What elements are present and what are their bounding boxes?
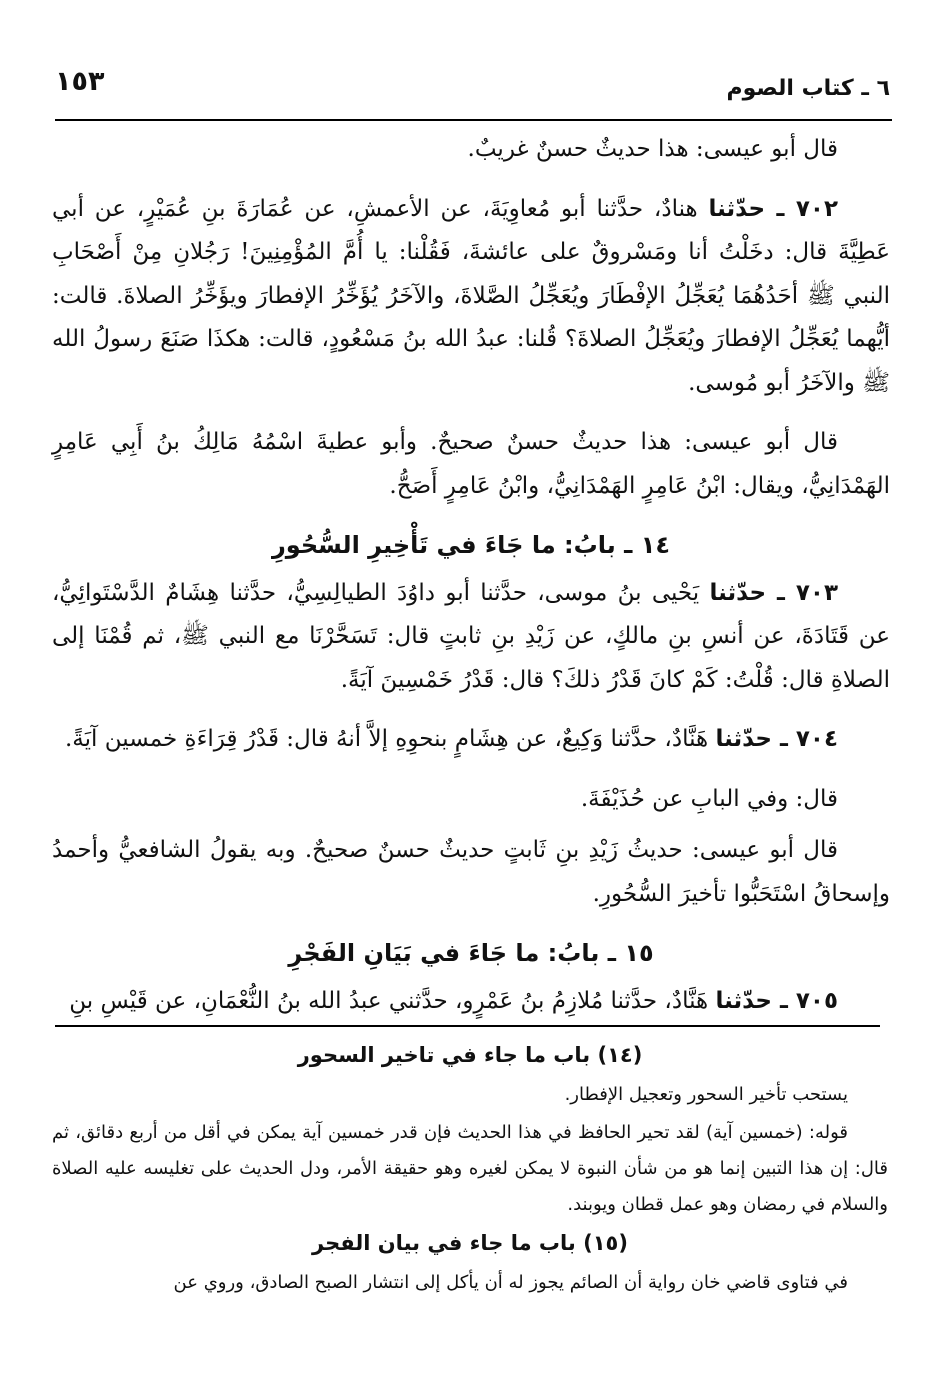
hadith-703-text: يَحْيى بنُ موسى، حدَّثنا أبو داوُدَ الطيالِسِيُّ، حدَّثنا هِشَامٌ الدَّسْتَوائِيُّ، عن قَتَادَةَ، عن أنسِ بنِ مالكٍ، عن زَيْدِ بنِ ثابتٍ قال: تَسَحَّرْنَا مع النبي ﷺ، ثم قُمْنَا إلى الصلاةِ قال: قُلْتُ: كَمْ كانَ قَدْرُ ذلكَ؟ قال: قَدْرُ خَمْسِينَ آيَةً. bbox=[52, 579, 890, 693]
paragraph-hudhayfa: قال: وفي البابِ عن حُذَيْفَةَ. bbox=[580, 785, 838, 812]
paragraph-abu-isa-701: قال أبو عيسى: هذا حديثٌ حسنٌ غريبٌ. bbox=[467, 136, 838, 162]
hadith-703 bbox=[52, 572, 890, 703]
hadith-705-number: ٧٠٥ ـ حدّثنا bbox=[715, 987, 838, 1014]
header-divider bbox=[55, 119, 892, 121]
hadith-702 bbox=[52, 188, 890, 406]
hadith-705 bbox=[52, 980, 890, 1024]
hadith-702-number: ٧٠٢ ـ حدّثنا bbox=[708, 195, 839, 222]
chapter-15-heading: ١٥ ـ بابُ: ما جَاءَ في بَيَانِ الفَجْرِ bbox=[288, 939, 654, 967]
hadith-705-text: هَنَّادٌ، حدَّثنا مُلازِمُ بنُ عَمْرٍو، حدَّثني عبدُ الله بنُ النُّعْمَانِ، عن قَيْسِ بنِ bbox=[69, 987, 709, 1014]
commentary-paragraph-3: في فتاوى قاضي خان رواية أن الصائم يجوز له أن يأكل إلى انتشار الصبح الصادق، وروي عن bbox=[173, 1272, 848, 1293]
commentary-paragraph-2: قوله: (خمسين آية) لقد تحير الحافظ في هذا الحديث فإن قدر خمسين آية يمكن في أقل من أربع دقائق، ثم قال: إن هذا التبين إنما هو من شأن النبوة لا يمكن لغيره وهو حقيقة الأمر، ودل الحديث على تغليسه عليه الصلاة والسلام في رمضان وهو عمل قطان ويوبند. bbox=[52, 1122, 888, 1215]
commentary-section bbox=[52, 1037, 888, 1303]
commentary-paragraph-1: يستحب تأخير السحور وتعجيل الإفطار. bbox=[564, 1084, 848, 1105]
commentary-divider bbox=[55, 1025, 880, 1027]
chapter-title: ٦ ـ كتاب الصوم bbox=[726, 76, 890, 101]
hadith-704-number: ٧٠٤ ـ حدّثنا bbox=[715, 726, 838, 752]
page-header bbox=[55, 62, 890, 106]
hadith-703-number: ٧٠٣ ـ حدّثنا bbox=[709, 579, 839, 606]
paragraph-abu-isa-704: قال أبو عيسى: حديثُ زَيْدِ بنِ ثَابتٍ حديثٌ حسنٌ صحيحٌ. وبه يقولُ الشافعيُّ وأحمدُ وإسحاقُ اسْتَحَبُّوا تأخيرَ السُّحُورِ. bbox=[52, 837, 890, 907]
main-text bbox=[52, 128, 890, 1039]
hadith-702-text: هنادٌ، حدَّثنا أبو مُعاوِيَةَ، عن الأعمشِ، عن عُمَارَةَ بنِ عُمَيْرٍ، عن أبي عَطِيَّةَ قال: دخَلْتُ أنا ومَسْروقٌ على عائشةَ، فَقُلْنا: يا أُمَّ المُؤْمِنِينَ! رَجُلانِ مِنْ أَصْحَابِ النبي ﷺ أحَدُهُمَا يُعَجِّلُ الإفْطَارَ ويُعَجِّلُ الصَّلاةَ، والآخَرُ يُؤَخِّرُ الإفطارَ ويؤَخِّرُ الصلاةَ. قالت: أيُّهما يُعَجِّلُ الإفطارَ ويُعَجِّلُ الصلاةَ؟ قُلنا: عبدُ الله بنُ مَسْعُودٍ، قالت: هكذَا صَنَعَ رسولُ الله ﷺ والآخَرُ أبو مُوسى. bbox=[52, 195, 890, 396]
commentary-heading-15: (١٥) باب ما جاء في بيان الفجر bbox=[312, 1231, 628, 1255]
paragraph-abu-isa-702: قال أبو عيسى: هذا حديثٌ حسنٌ صحيحٌ. وأبو عطيةَ اسْمُهُ مَالِكُ بنُ أَبِي عَامِرٍ الهَمْدَانِيُّ، ويقال: ابْنُ عَامِرٍ الهَمْدَانِيُّ، وابْنُ عَامِرٍ أَصَحُّ. bbox=[52, 429, 890, 499]
hadith-704 bbox=[52, 718, 890, 762]
hadith-704-text: هَنَّادٌ، حدَّثنا وَكِيعٌ، عن هِشَامٍ بنحوِهِ إلاَّ أنهُ قال: قَدْرُ قِرَاءَةِ خمسين آيَةً. bbox=[65, 726, 709, 752]
commentary-heading-14: (١٤) باب ما جاء في تاخير السحور bbox=[297, 1043, 643, 1067]
chapter-14-heading: ١٤ ـ بابُ: ما جَاءَ في تَأْخِيرِ السُّحُورِ bbox=[271, 531, 671, 559]
page-number: ١٥٣ bbox=[55, 66, 105, 97]
